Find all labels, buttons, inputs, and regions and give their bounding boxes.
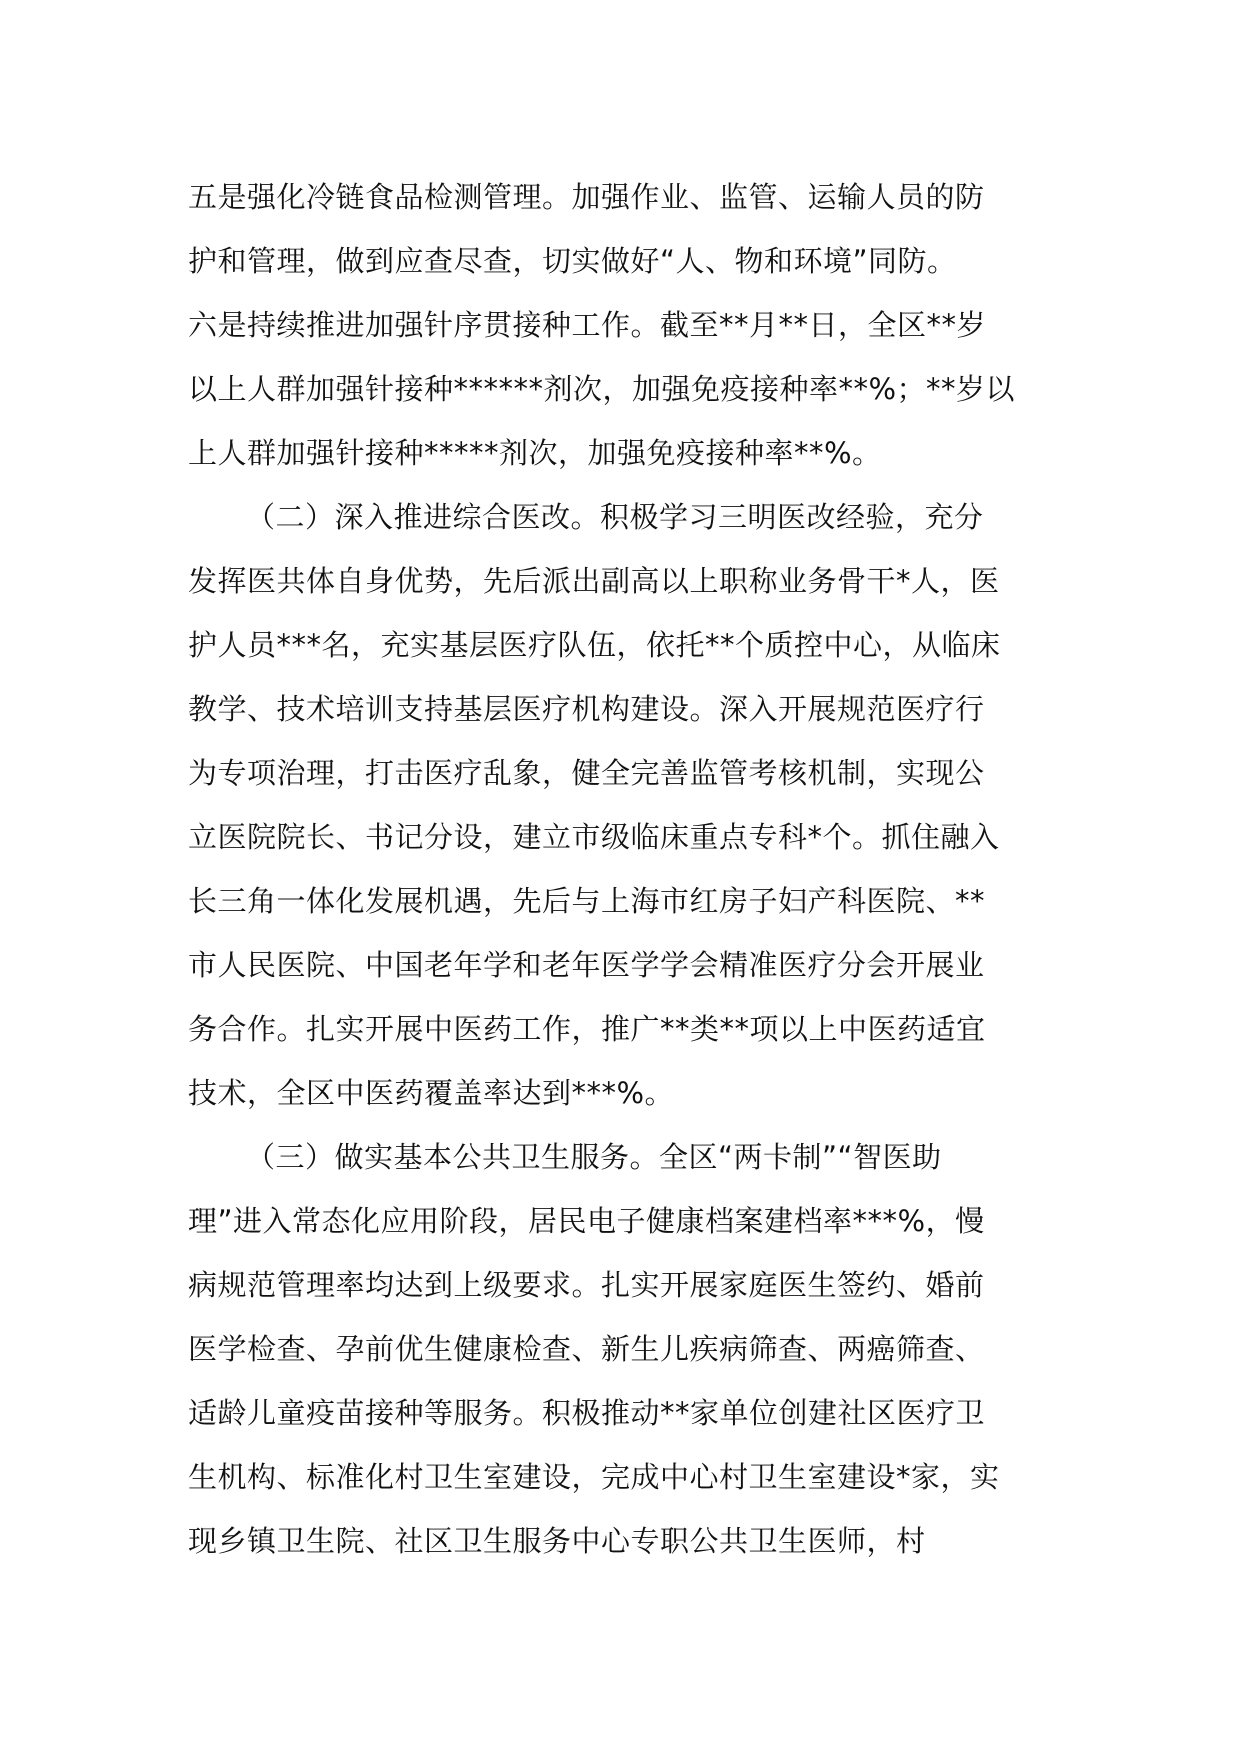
text-line: 务合作。扎实开展中医药工作，推广**类**项以上中医药适宜	[188, 1012, 986, 1046]
text-line: 为专项治理，打击医疗乱象，健全完善监管考核机制，实现公	[188, 756, 985, 790]
text-line: 现乡镇卫生院、社区卫生服务中心专职公共卫生医师，村	[188, 1524, 926, 1558]
text-line: 市人民医院、中国老年学和老年医学学会精准医疗分会开展业	[188, 948, 985, 982]
text-line: 护人员***名，充实基层医疗队伍，依托**个质控中心，从临床	[188, 628, 1001, 662]
text-line: 病规范管理率均达到上级要求。扎实开展家庭医生签约、婚前	[188, 1268, 985, 1302]
section-heading-line: （三）做实基本公共卫生服务。全区“两卡制”“智医助	[246, 1140, 942, 1174]
text-line: 技术，全区中医药覆盖率达到***%。	[188, 1076, 675, 1110]
text-line: 生机构、标准化村卫生室建设，完成中心村卫生室建设*家，实	[188, 1460, 1000, 1494]
section-heading-line: （二）深入推进综合医改。积极学习三明医改经验，充分	[246, 500, 984, 534]
text-line: 护和管理，做到应查尽查，切实做好“人、物和环境”同防。	[188, 244, 957, 278]
text-line: 发挥医共体自身优势，先后派出副高以上职称业务骨干*人，医	[188, 564, 1000, 598]
text-line: 以上人群加强针接种******剂次，加强免疫接种率**%；**岁以	[188, 372, 1016, 406]
text-line: 立医院院长、书记分设，建立市级临床重点专科*个。抓住融入	[188, 820, 1000, 854]
text-line: 教学、技术培训支持基层医疗机构建设。深入开展规范医疗行	[188, 692, 985, 726]
body-text	[188, 165, 1058, 1573]
text-line: 五是强化冷链食品检测管理。加强作业、监管、运输人员的防	[188, 180, 985, 214]
text-line: 长三角一体化发展机遇，先后与上海市红房子妇产科医院、**	[188, 884, 986, 918]
text-line: 医学检查、孕前优生健康检查、新生儿疾病筛查、两癌筛查、	[188, 1332, 985, 1366]
text-line: 理”进入常态化应用阶段，居民电子健康档案建档率***%，慢	[188, 1204, 985, 1238]
text-line: 适龄儿童疫苗接种等服务。积极推动**家单位创建社区医疗卫	[188, 1396, 986, 1430]
text-line: 上人群加强针接种*****剂次，加强免疫接种率**%。	[188, 436, 882, 470]
text-line: 六是持续推进加强针序贯接种工作。截至**月**日，全区**岁	[188, 308, 987, 342]
